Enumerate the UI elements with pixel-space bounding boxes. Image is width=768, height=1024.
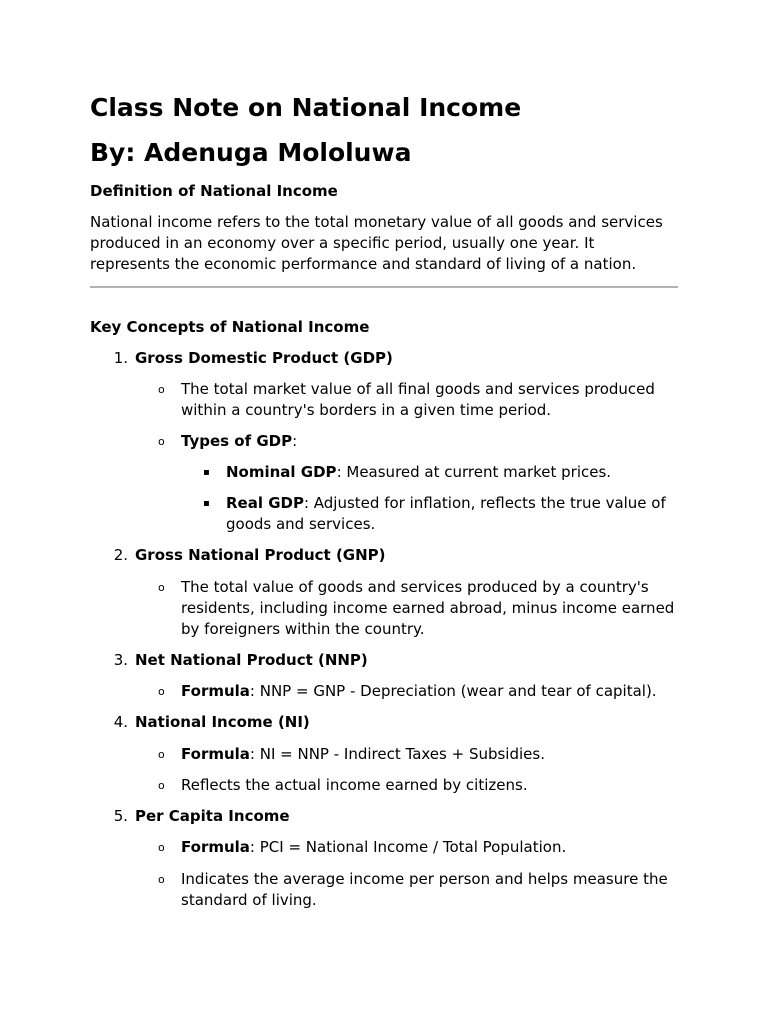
section-title-pci: Per Capita Income: [135, 807, 290, 825]
formula-label: Formula: [181, 682, 250, 700]
definition-line-1: National income refers to the total monetary value of all goods and services: [90, 213, 663, 231]
section-title-nnp: Net National Product (NNP): [135, 651, 368, 669]
ni-formula-text: : NI = NNP - Indirect Taxes + Subsidies.: [249, 745, 545, 763]
pci-formula-item: [181, 837, 566, 858]
circle-bullet: o: [158, 779, 165, 792]
nnp-formula-text: : NNP = GNP - Depreciation (wear and tear of capital).: [249, 682, 657, 700]
circle-bullet: o: [158, 685, 165, 698]
definition-line-3: represents the economic performance and standard of living of a nation.: [90, 255, 637, 273]
section-title-gdp: Gross Domestic Product (GDP): [135, 349, 393, 367]
nominal-gdp-label: Nominal GDP: [226, 463, 337, 481]
gdp-desc-line-2: within a country's borders in a given time period.: [181, 401, 552, 419]
square-bullet: ▪: [203, 467, 210, 478]
formula-label: Formula: [181, 745, 250, 763]
ni-formula-item: [181, 744, 545, 765]
real-gdp-text: : Adjusted for inflation, reflects the true value of: [303, 494, 666, 512]
circle-bullet: o: [158, 873, 165, 886]
list-number: 2.: [113, 546, 128, 564]
list-number: 1.: [113, 349, 128, 367]
gdp-desc-line-1: The total market value of all final goods and services produced: [181, 380, 655, 398]
nominal-gdp-item: [226, 462, 611, 483]
list-number: 4.: [113, 713, 128, 731]
section-title-gnp: Gross National Product (GNP): [135, 546, 386, 564]
gnp-desc-line-1: The total value of goods and services produced by a country's: [181, 578, 649, 596]
nnp-formula-item: [181, 681, 657, 702]
real-gdp-label: Real GDP: [226, 494, 304, 512]
ni-note: Reflects the actual income earned by citizens.: [181, 776, 528, 794]
nominal-gdp-text: : Measured at current market prices.: [336, 463, 612, 481]
real-gdp-item: [226, 493, 666, 514]
definition-line-2: produced in an economy over a specific period, usually one year. It: [90, 234, 595, 252]
document-author: By: Adenuga Mololuwa: [90, 138, 412, 167]
gnp-desc-line-3: by foreigners within the country.: [181, 620, 425, 638]
types-of-gdp-colon: :: [292, 432, 298, 450]
pci-note-line-2: standard of living.: [181, 891, 317, 909]
circle-bullet: o: [158, 841, 165, 854]
section-title-ni: National Income (NI): [135, 713, 310, 731]
pci-note-line-1: Indicates the average income per person and helps measure the: [181, 870, 668, 888]
key-concepts-heading: Key Concepts of National Income: [90, 318, 370, 336]
formula-label: Formula: [181, 838, 250, 856]
gnp-desc-line-2: residents, including income earned abroad, minus income earned: [181, 599, 675, 617]
definition-heading: Definition of National Income: [90, 182, 338, 200]
circle-bullet: o: [158, 748, 165, 761]
circle-bullet: o: [158, 383, 165, 396]
types-of-gdp-label: Types of GDP: [181, 432, 293, 450]
list-number: 3.: [113, 651, 128, 669]
list-number: 5.: [113, 807, 128, 825]
types-of-gdp-item: [181, 431, 297, 452]
document-title: Class Note on National Income: [90, 93, 522, 122]
circle-bullet: o: [158, 581, 165, 594]
pci-formula-text: : PCI = National Income / Total Population.: [249, 838, 567, 856]
horizontal-rule: [90, 286, 678, 288]
circle-bullet: o: [158, 435, 165, 448]
square-bullet: ▪: [203, 498, 210, 509]
real-gdp-line-2: goods and services.: [226, 515, 376, 533]
